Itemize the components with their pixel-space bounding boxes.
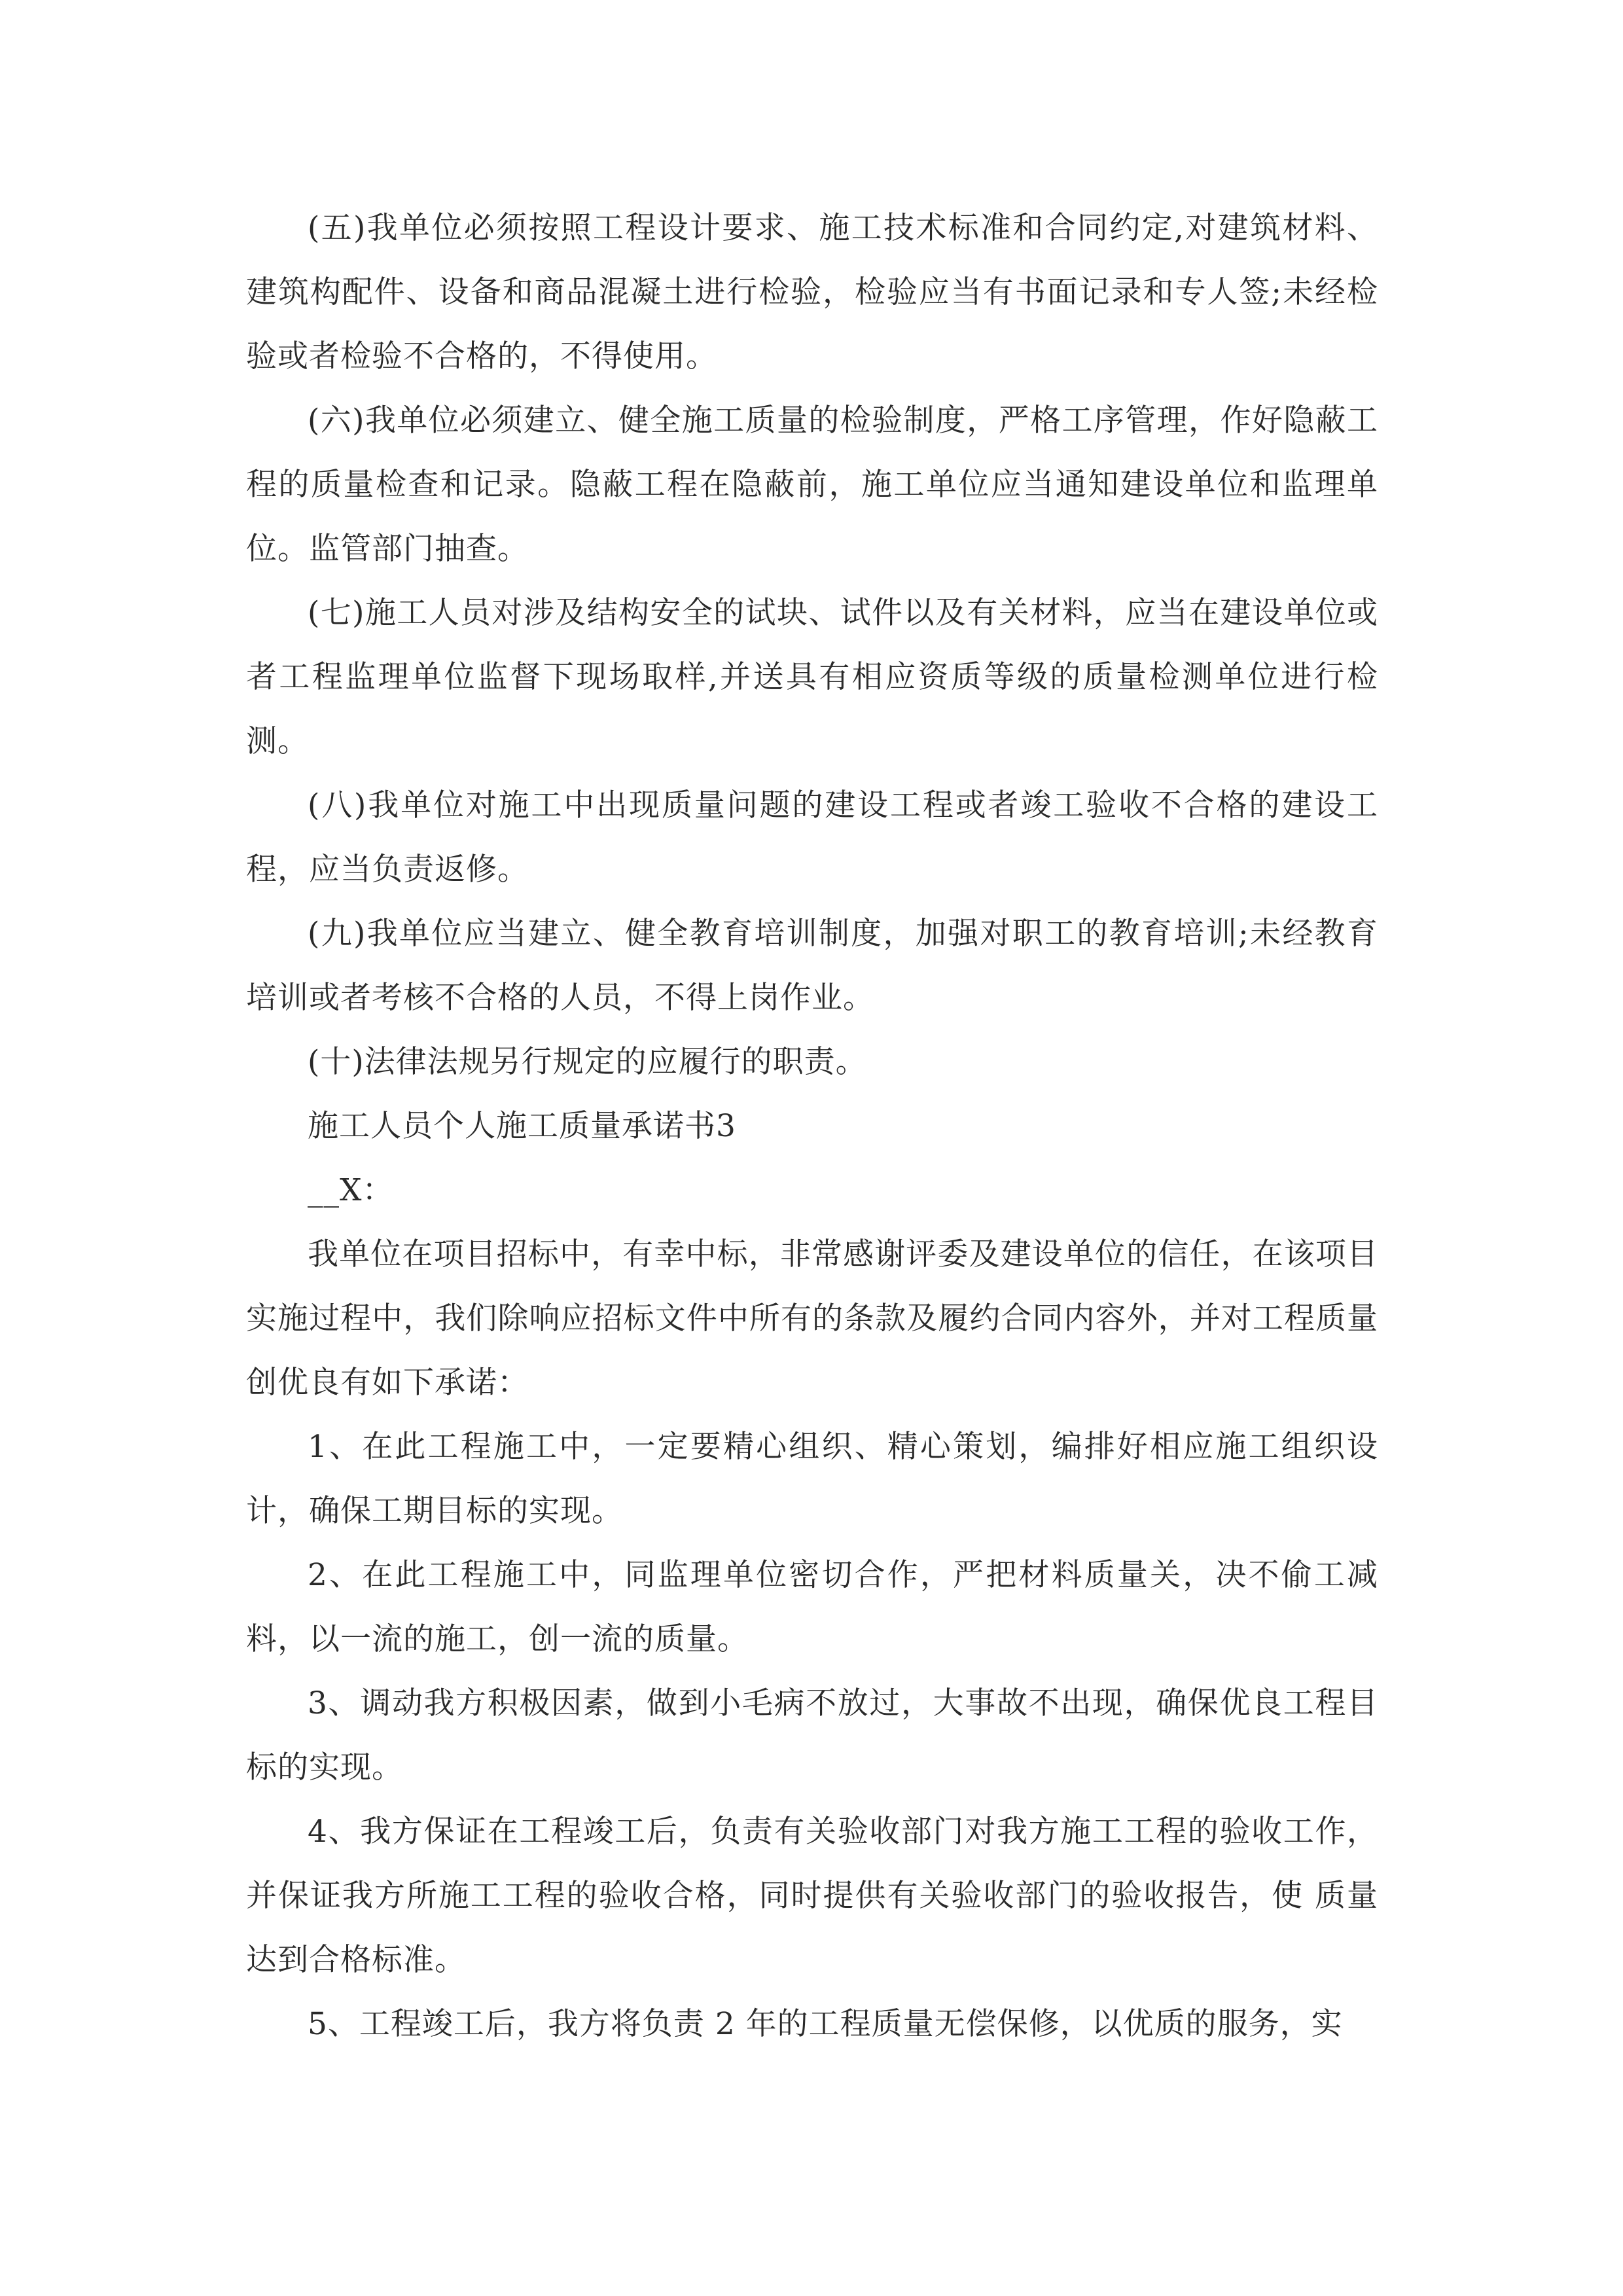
paragraph-item-8: (八)我单位对施工中出现质量问题的建设工程或者竣工验收不合格的建设工程，应当负责返修。: [246, 787, 1378, 888]
commitment-item-3: 3、调动我方积极因素，做到小毛病不放过，大事故不出现，确保优良工程目标的实现。: [246, 1685, 1378, 1785]
intro-paragraph: 我单位在项目招标中，有幸中标，非常感谢评委及建设单位的信任，在该项目实施过程中，我们除响应招标文件中所有的条款及履约合同内容外，并对工程质量创优良有如下承诺：: [246, 1236, 1378, 1401]
commitment-item-4: 4、我方保证在工程竣工后，负责有关验收部门对我方施工工程的验收工作，并保证我方所施工工程的验收合格，同时提供有关验收部门的验收报告，使 质量达到合格标准。: [246, 1814, 1378, 1978]
section-heading: 施工人员个人施工质量承诺书3: [308, 1108, 736, 1144]
paragraph-item-5: (五)我单位必须按照工程设计要求、施工技术标准和合同约定,对建筑材料、建筑构配件、设备和商品混凝土进行检验，检验应当有书面记录和专人签;未经检验或者检验不合格的，不得使用。: [246, 210, 1378, 374]
paragraph-item-7: (七)施工人员对涉及结构安全的试块、试件以及有关材料，应当在建设单位或者工程监理单位监督下现场取样,并送具有相应资质等级的质量检测单位进行检测。: [246, 595, 1378, 759]
addressee-line: __X：: [308, 1172, 394, 1208]
commitment-item-2: 2、在此工程施工中，同监理单位密切合作，严把材料质量关，决不偷工减料，以一流的施工，创一流的质量。: [246, 1557, 1378, 1657]
commitment-item-1: 1、在此工程施工中，一定要精心组织、精心策划，编排好相应施工组织设计，确保工期目标的实现。: [246, 1429, 1378, 1529]
paragraph-item-9: (九)我单位应当建立、健全教育培训制度，加强对职工的教育培训;未经教育培训或者考核不合格的人员，不得上岗作业。: [246, 916, 1378, 1016]
document-body: [246, 196, 1378, 2056]
commitment-item-5: 5、工程竣工后，我方将负责 2 年的工程质量无偿保修，以优质的服务，实: [308, 2006, 1343, 2042]
paragraph-item-10: (十)法律法规另行规定的应履行的职责。: [308, 1044, 867, 1080]
paragraph-item-6: (六)我单位必须建立、健全施工质量的检验制度，严格工序管理，作好隐蔽工程的质量检查和记录。隐蔽工程在隐蔽前，施工单位应当通知建设单位和监理单位。监管部门抽查。: [246, 403, 1378, 567]
